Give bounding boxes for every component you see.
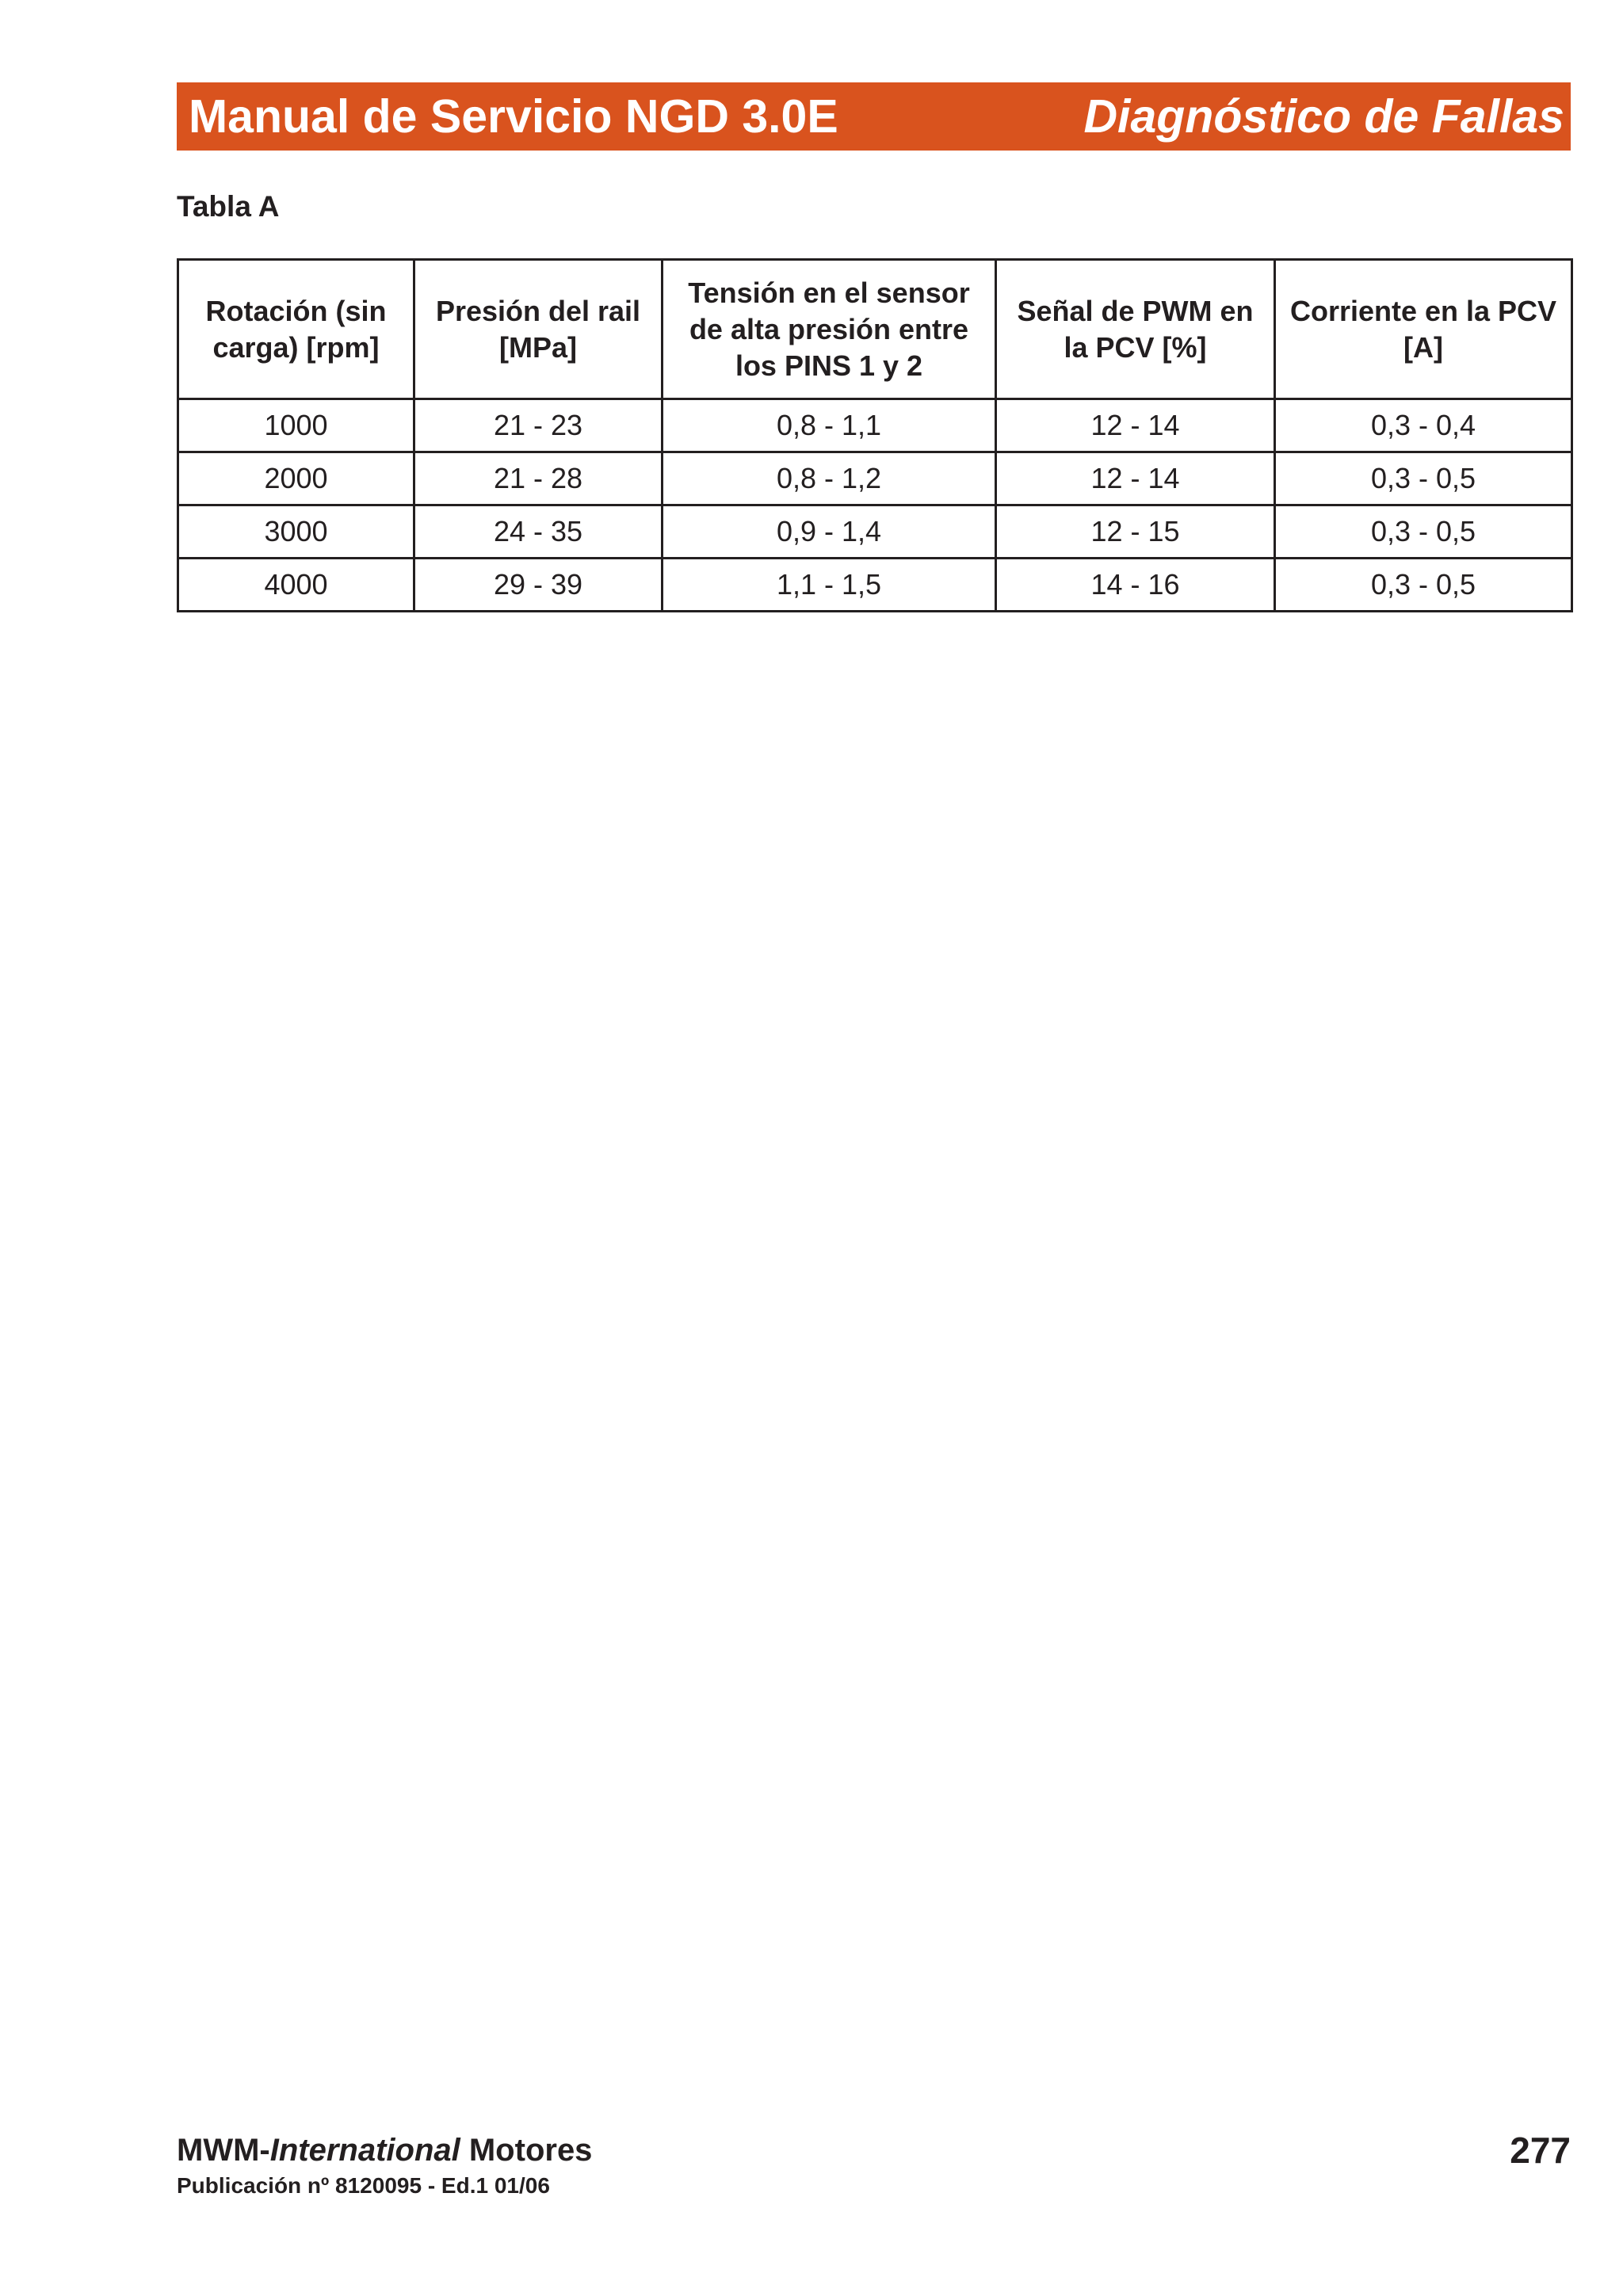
cell-rotation: 1000 — [178, 399, 414, 452]
table-row — [178, 559, 1572, 612]
table-header-row — [178, 260, 1572, 399]
cell-pwm-signal: 14 - 16 — [996, 559, 1275, 612]
cell-rotation: 2000 — [178, 452, 414, 505]
cell-pwm-signal: 12 - 14 — [996, 452, 1275, 505]
cell-pcv-current: 0,3 - 0,5 — [1275, 505, 1572, 559]
page-number: 277 — [1510, 2130, 1571, 2171]
cell-pwm-signal: 12 - 15 — [996, 505, 1275, 559]
cell-sensor-voltage: 0,9 - 1,4 — [663, 505, 996, 559]
cell-pcv-current: 0,3 - 0,4 — [1275, 399, 1572, 452]
company-italic: International — [269, 2133, 460, 2168]
cell-rotation: 3000 — [178, 505, 414, 559]
header-rotation: Rotación (sin carga) [rpm] — [178, 260, 414, 399]
cell-pwm-signal: 12 - 14 — [996, 399, 1275, 452]
table-row — [178, 399, 1572, 452]
header-pcv-current: Corriente en la PCV [A] — [1275, 260, 1572, 399]
cell-sensor-voltage: 0,8 - 1,2 — [663, 452, 996, 505]
header-rail-pressure: Presión del rail [MPa] — [414, 260, 663, 399]
cell-pcv-current: 0,3 - 0,5 — [1275, 559, 1572, 612]
table-title: Tabla A — [177, 190, 280, 223]
cell-rotation: 4000 — [178, 559, 414, 612]
section-title: Diagnóstico de Fallas — [1083, 90, 1564, 143]
cell-rail-pressure: 29 - 39 — [414, 559, 663, 612]
company-suffix: Motores — [460, 2133, 593, 2168]
specs-table — [177, 258, 1573, 612]
cell-pcv-current: 0,3 - 0,5 — [1275, 452, 1572, 505]
cell-sensor-voltage: 0,8 - 1,1 — [663, 399, 996, 452]
cell-rail-pressure: 21 - 28 — [414, 452, 663, 505]
header-pwm-signal: Señal de PWM en la PCV [%] — [996, 260, 1275, 399]
header-band — [177, 82, 1571, 151]
cell-sensor-voltage: 1,1 - 1,5 — [663, 559, 996, 612]
cell-rail-pressure: 21 - 23 — [414, 399, 663, 452]
table-row — [178, 505, 1572, 559]
cell-rail-pressure: 24 - 35 — [414, 505, 663, 559]
publication-info: Publicación nº 8120095 - Ed.1 01/06 — [177, 2173, 550, 2198]
header-sensor-voltage: Tensión en el sensor de alta presión entre los PINS 1 y 2 — [663, 260, 996, 399]
table-row — [178, 452, 1572, 505]
footer-company — [177, 2134, 592, 2166]
manual-title: Manual de Servicio NGD 3.0E — [189, 90, 838, 143]
company-prefix: MWM- — [177, 2133, 270, 2168]
